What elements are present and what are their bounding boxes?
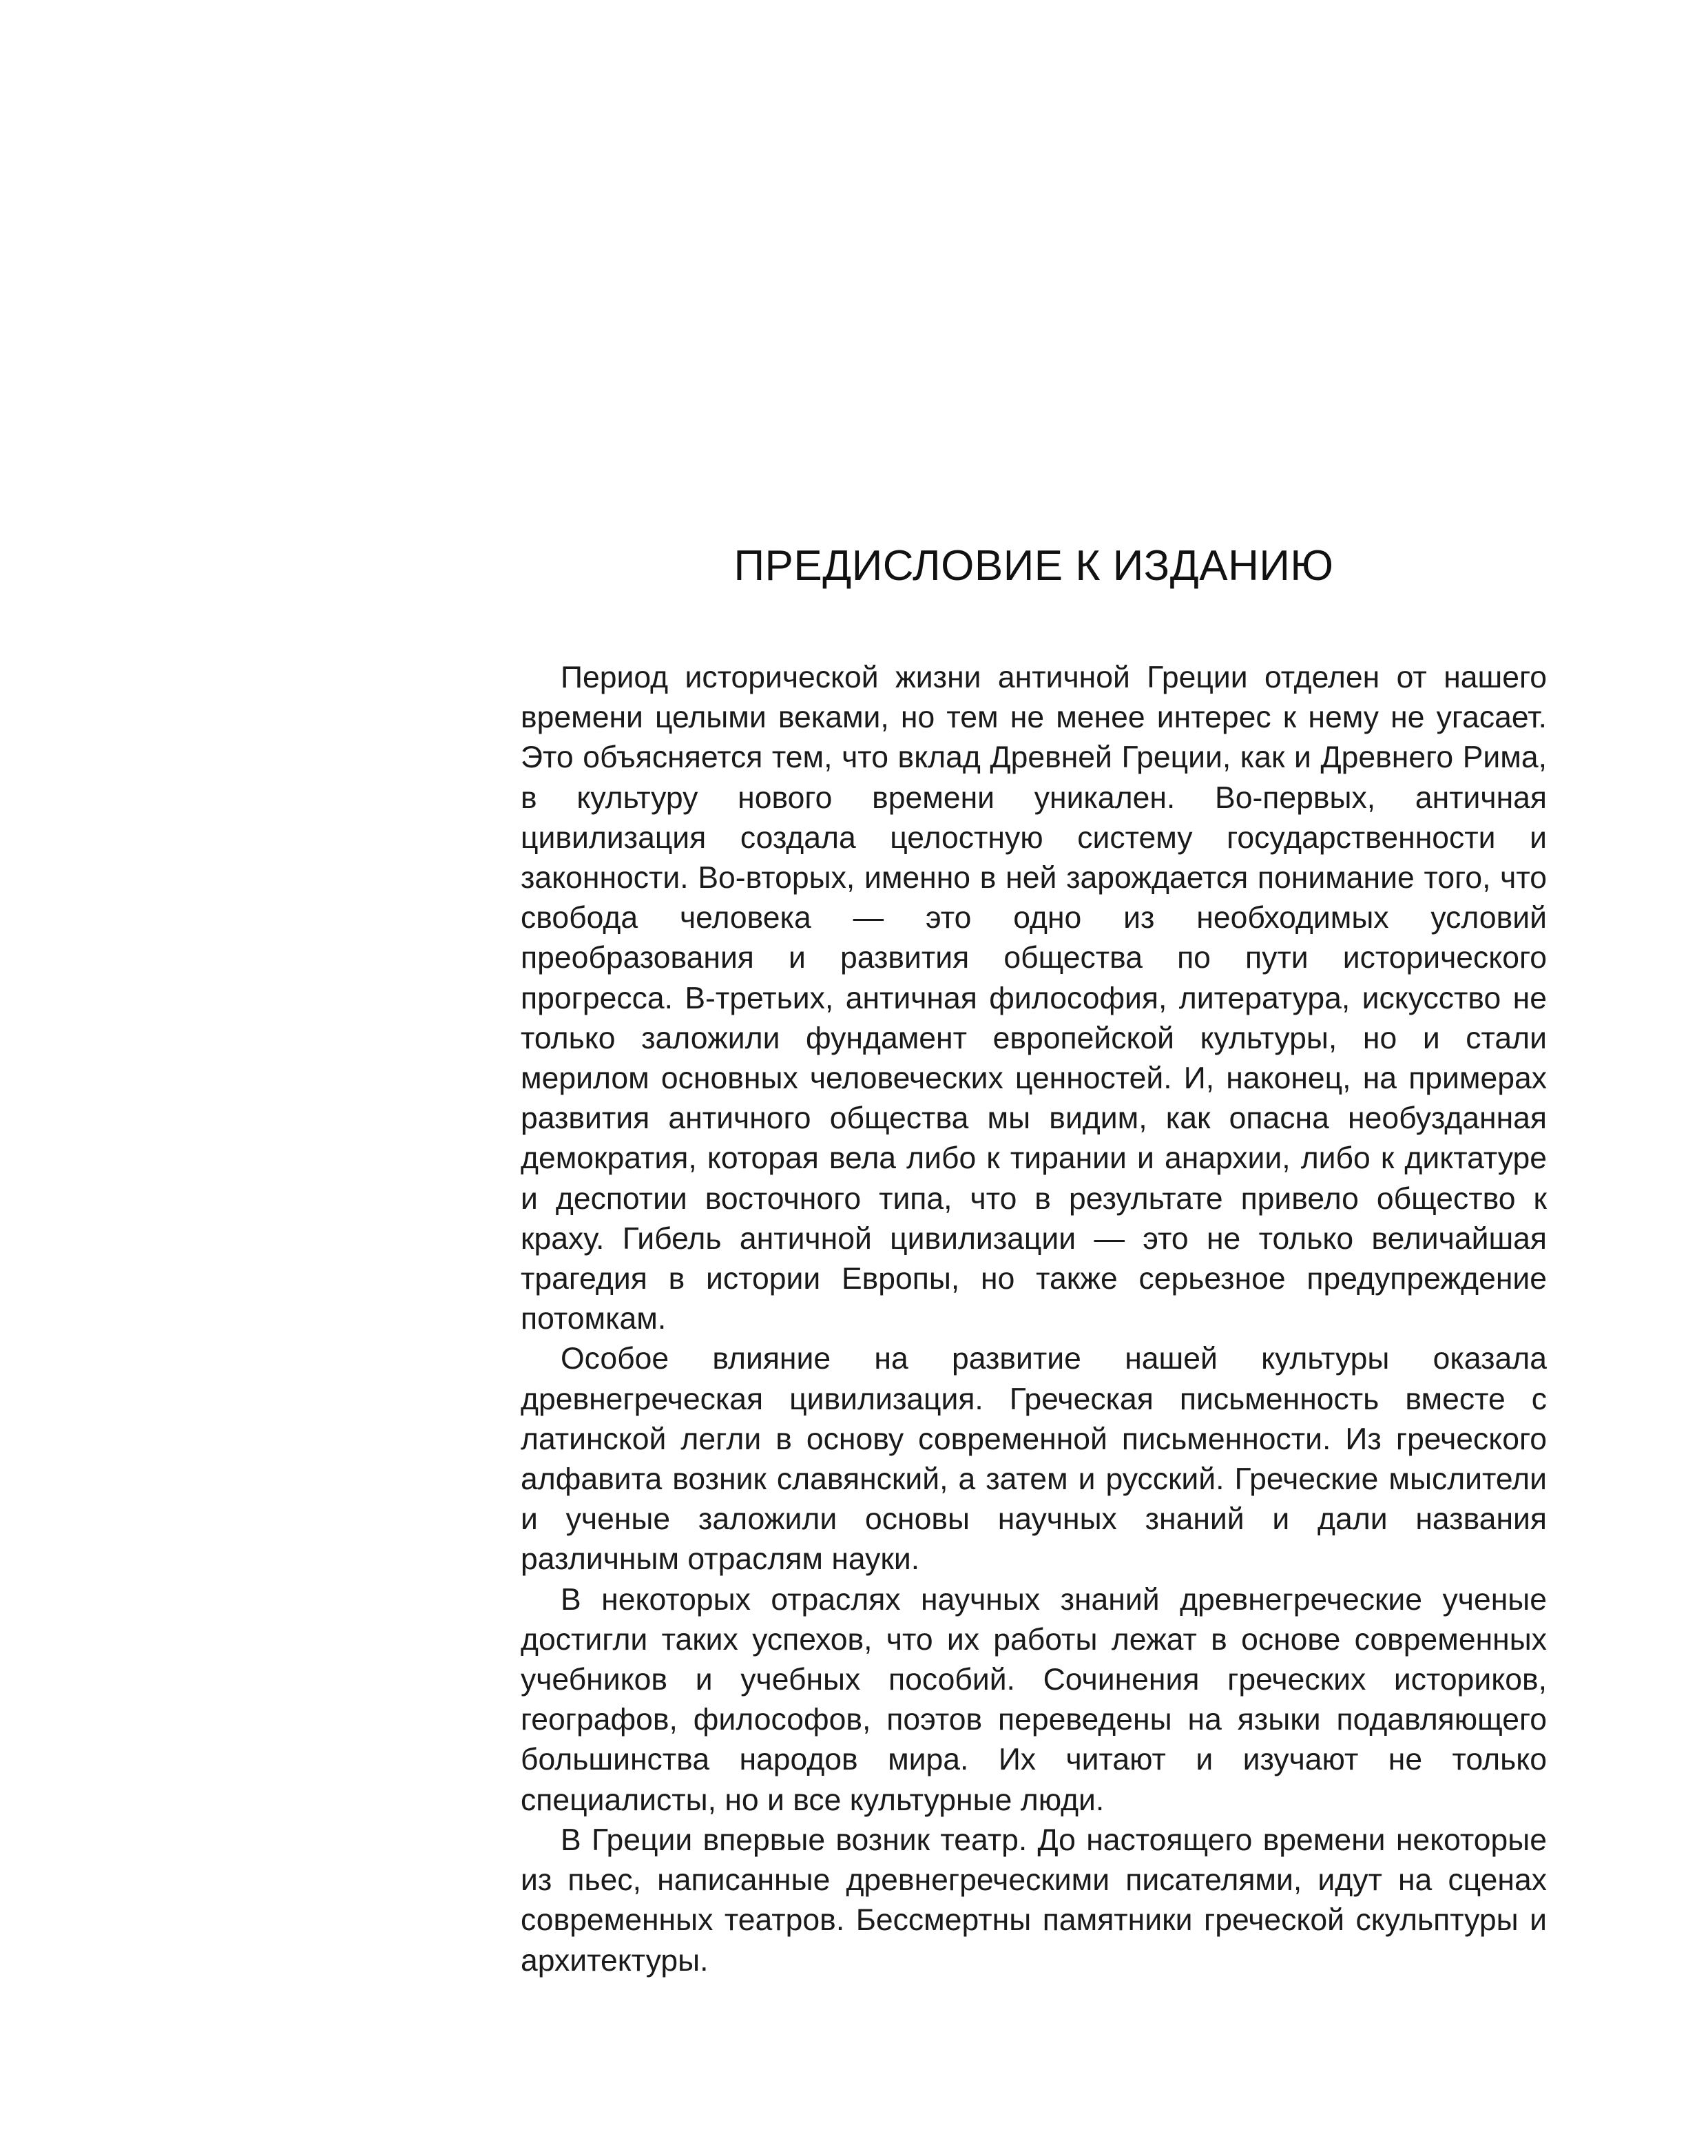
page-title: ПРЕДИСЛОВИЕ К ИЗДАНИЮ (733, 542, 1334, 590)
paragraph: В Греции впервые возник театр. До настоящего времени некоторые из пьес, написанные древнегреческими писателями, идут на сценах современных театров. Бессмертны памятники греческой скульптуры и архитектуры. (521, 1823, 1547, 1978)
paragraph: Особое влияние на развитие нашей культуры оказала древнегреческая цивилизация. Греческая письменность вместе с латинской легли в основу современной письменности. Из греческого алфавита возник славянский, а затем и русский. Греческие мыслители и ученые заложили основы научных знаний и дали названия различным отраслям науки. (521, 1342, 1547, 1577)
paragraph: Период исторической жизни античной Греции отделен от нашего времени целыми веками, но тем не менее интерес к нему не угасает. Это объясняется тем, что вклад Древней Греции, как и Древнего Рима, в культуру нового времени уникален. Во-первых, античная цивилизация создала целостную систему государственности и законности. Во-вторых, именно в ней зарождается понимание того, что свобода человека — это одно из необходимых условий преобразования и развития общества по пути исторического прогресса. В-третьих, античная философия, литература, искусство не только заложили фундамент европейской культуры, но и стали мерилом основных человеческих ценностей. И, наконец, на примерах развития античного общества мы видим, как опасна необузданная демократия, которая вела либо к тирании и анархии, либо к диктатуре и деспотии восточного типа, что в результате привело общество к краху. Гибель античной цивилизации — это не только величайшая трагедия в истории Европы, но также серьезное предупреждение потомкам. (521, 661, 1547, 1336)
preface-body (521, 658, 1547, 1981)
paragraph: В некоторых отраслях научных знаний древнегреческие ученые достигли таких успехов, что их работы лежат в основе современных учебников и учебных пособий. Сочинения греческих историков, географов, философов, поэтов переведены на языки подавляющего большинства народов мира. Их читают и изучают не только специалисты, но и все культурные люди. (521, 1582, 1547, 1817)
